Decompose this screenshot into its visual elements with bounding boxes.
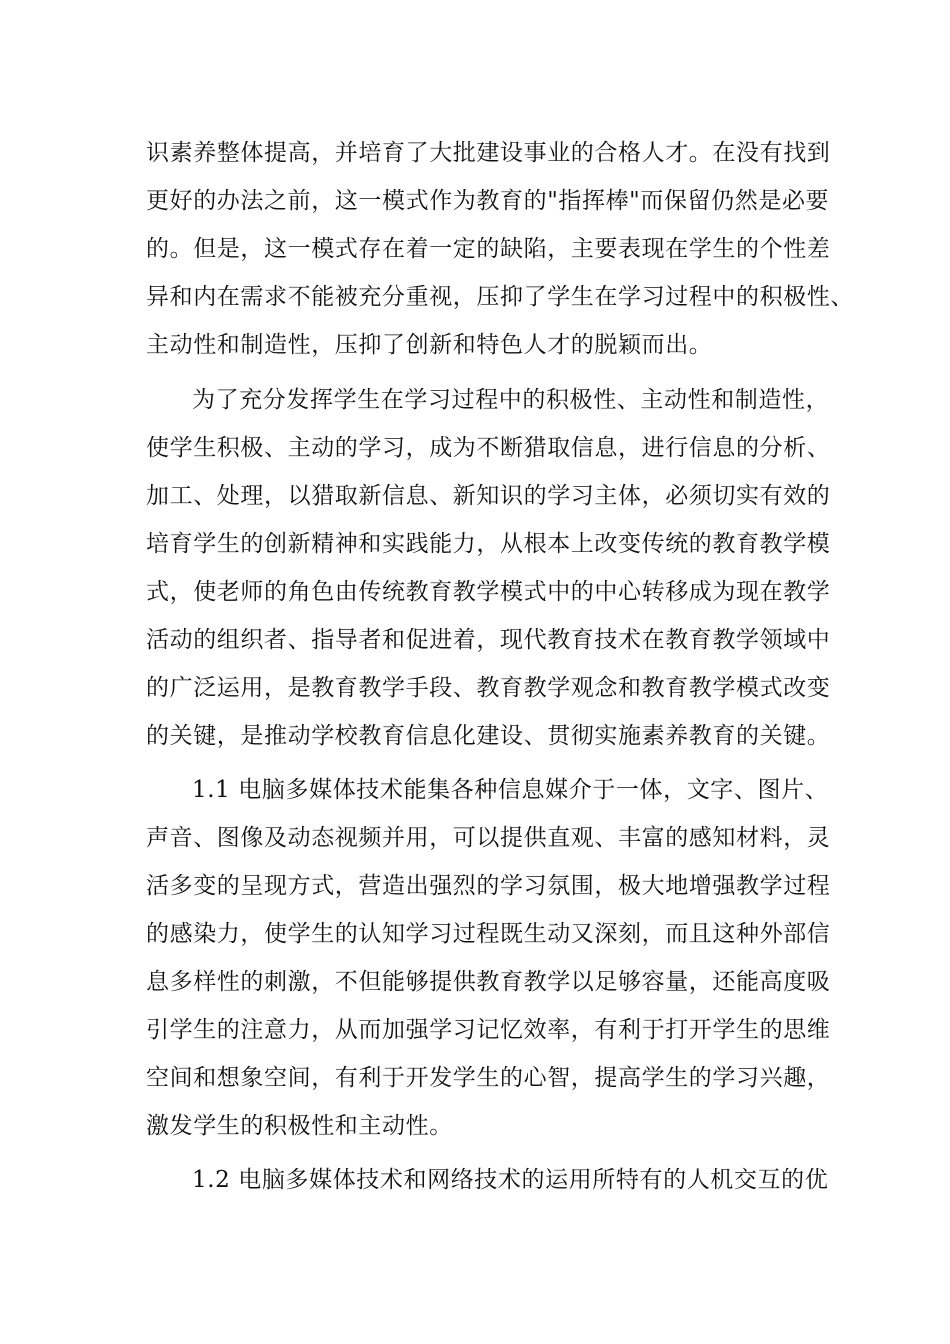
text-line: 的广泛运用，是教育教学手段、教育教学观念和教育教学模式改变	[146, 675, 831, 701]
text-line: 加工、处理，以猎取新信息、新知识的学习主体，必须切实有效的	[146, 483, 831, 509]
text-line: 活多变的呈现方式，营造出强烈的学习氛围，极大地增强教学过程	[146, 873, 831, 899]
text-line: 培育学生的创新精神和实践能力，从根本上改变传统的教育教学模	[146, 531, 831, 557]
text-line: 主动性和制造性，压抑了创新和特色人才的脱颖而出。	[146, 332, 713, 358]
text-line: 异和内在需求不能被充分重视，压抑了学生在学习过程中的积极性、	[146, 284, 854, 310]
text-line: 息多样性的刺激，不但能够提供教育教学以足够容量，还能高度吸	[146, 969, 831, 995]
text-line: 声音、图像及动态视频并用，可以提供直观、丰富的感知材料，灵	[146, 825, 831, 851]
text-line: 更好的办法之前，这一模式作为教育的"指挥棒"而保留仍然是必要	[146, 188, 830, 214]
text-line: 的。但是，这一模式存在着一定的缺陷，主要表现在学生的个性差	[146, 236, 831, 262]
text-line: 的感染力，使学生的认知学习过程既生动又深刻，而且这种外部信	[146, 921, 831, 947]
section-1-2-first-line: 1.2 电脑多媒体技术和网络技术的运用所特有的人机交互的优	[192, 1167, 829, 1193]
section-1-1-first-line: 1.1 电脑多媒体技术能集各种信息媒介于一体，文字、图片、	[192, 777, 829, 803]
text-line: 的关键，是推动学校教育信息化建设、贯彻实施素养教育的关键。	[146, 723, 831, 749]
text-line: 活动的组织者、指导者和促进着，现代教育技术在教育教学领域中	[146, 627, 831, 653]
text-line: 激发学生的积极性和主动性。	[146, 1113, 453, 1139]
text-line: 使学生积极、主动的学习，成为不断猎取信息，进行信息的分析、	[146, 435, 831, 461]
text-line: 识素养整体提高，并培育了大批建设事业的合格人才。在没有找到	[146, 140, 831, 166]
text-line: 式，使老师的角色由传统教育教学模式中的中心转移成为现在教学	[146, 579, 831, 605]
text-line: 空间和想象空间，有利于开发学生的心智，提高学生的学习兴趣，	[146, 1065, 831, 1091]
text-line: 引学生的注意力，从而加强学习记忆效率，有利于打开学生的思维	[146, 1017, 831, 1043]
paragraph-first-line: 为了充分发挥学生在学习过程中的积极性、主动性和制造性，	[192, 387, 830, 413]
